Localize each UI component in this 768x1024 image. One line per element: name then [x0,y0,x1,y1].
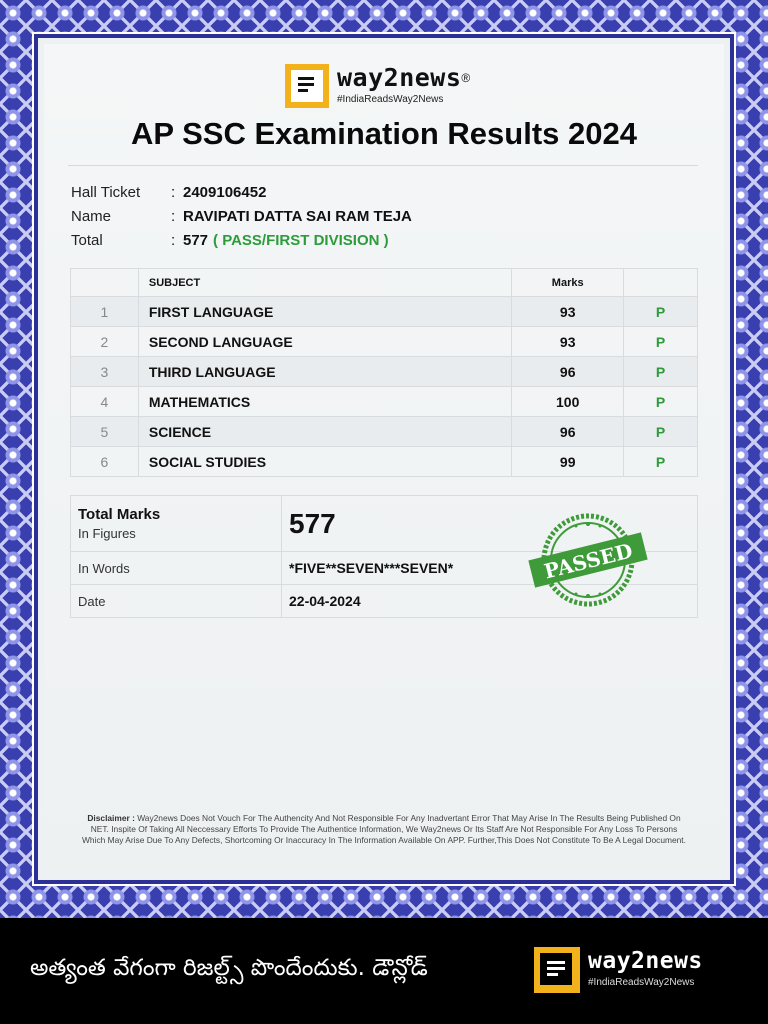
name-row: Name : RAVIPATI DATTA SAI RAM TEJA [71,207,412,225]
row-number: 3 [71,357,139,387]
in-words-label: In Words [71,552,282,585]
table-row [71,297,698,327]
subject-name: MATHEMATICS [138,387,511,417]
row-number: 1 [71,297,139,327]
newspaper-icon [285,64,329,108]
subject-name: THIRD LANGUAGE [138,357,511,387]
footer-brand-name: way2news [588,948,703,974]
header-marks: Marks [512,269,624,297]
footer-brand-tagline: #IndiaReadsWay2News [588,977,695,988]
total-label: Total [71,231,103,249]
footer-logo[interactable] [534,947,703,993]
title-divider [68,165,698,166]
subject-marks: 96 [512,417,624,447]
subject-marks: 93 [512,327,624,357]
hall-ticket-label: Hall Ticket [71,183,141,201]
row-number: 5 [71,417,139,447]
date-label: Date [71,585,282,618]
table-row [71,357,698,387]
header-grade [624,269,698,297]
in-figures-label: In Figures [78,526,136,541]
total-value: 577 [183,231,209,249]
subject-marks: 99 [512,447,624,477]
brand-tagline: #IndiaReadsWay2News [337,94,444,105]
row-number: 6 [71,447,139,477]
brand-name: way2news [337,63,462,92]
hall-ticket-value: 2409106452 [183,183,267,201]
subject-name: SECOND LANGUAGE [138,327,511,357]
header-subject: SUBJECT [138,269,511,297]
total-row: Total : 577 ( PASS/FIRST DIVISION ) [71,231,389,249]
total-words-value: *FIVE**SEVEN***SEVEN* [282,552,698,585]
table-row [71,417,698,447]
name-value: RAVIPATI DATTA SAI RAM TEJA [183,207,412,225]
total-figures-value: 577 [289,507,336,539]
subject-name: FIRST LANGUAGE [138,297,511,327]
subject-grade: P [624,297,698,327]
subject-grade: P [624,387,698,417]
subject-marks: 96 [512,357,624,387]
subject-name: SCIENCE [138,417,511,447]
date-value: 22-04-2024 [282,585,698,618]
subject-marks: 93 [512,297,624,327]
row-number: 2 [71,327,139,357]
footer-download-text: అత్యంత వేగంగా రిజల్ట్స్ పొందేందుకు. డౌన్లోడ్ [30,955,428,981]
table-row [71,387,698,417]
registered-mark: ® [461,71,471,85]
subject-marks: 100 [512,387,624,417]
disclaimer-label: Disclaimer : [87,813,135,823]
subject-grade: P [624,417,698,447]
newspaper-icon [534,947,580,993]
student-info [71,180,412,252]
table-row [71,447,698,477]
brand-logo [285,64,471,108]
table-row [71,327,698,357]
subjects-table [70,268,698,477]
name-label: Name [71,207,112,225]
hall-ticket-row: Hall Ticket : 2409106452 [71,183,267,201]
header-no [71,269,139,297]
subject-grade: P [624,447,698,477]
table-header-row [71,269,698,297]
subject-name: SOCIAL STUDIES [138,447,511,477]
total-marks-heading: Total Marks [78,506,161,523]
disclaimer [78,813,690,846]
page-title: AP SSC Examination Results 2024 [131,116,637,151]
stamp-text: PASSED [541,538,635,584]
disclaimer-text: Way2news Does Not Vouch For The Authencity And Not Responsible For Any Inadvertant Error That May Arise In The Results Being Published On NET. Inspite Of Taking All Neccessary Efforts To Provide The Authentice Information, We Way2news Or Its Staff Are Not Responsible For Any Loss To Persons Which May Arise Due To Any Defects, Shortcoming Or Inaccuracy In The Information Available On APP. Further,This Does Not Constitute To Be A Legal Document. [82,813,686,845]
subject-grade: P [624,327,698,357]
passed-stamp-icon [528,512,648,608]
result-status: ( PASS/FIRST DIVISION ) [213,231,389,249]
subject-grade: P [624,357,698,387]
row-number: 4 [71,387,139,417]
